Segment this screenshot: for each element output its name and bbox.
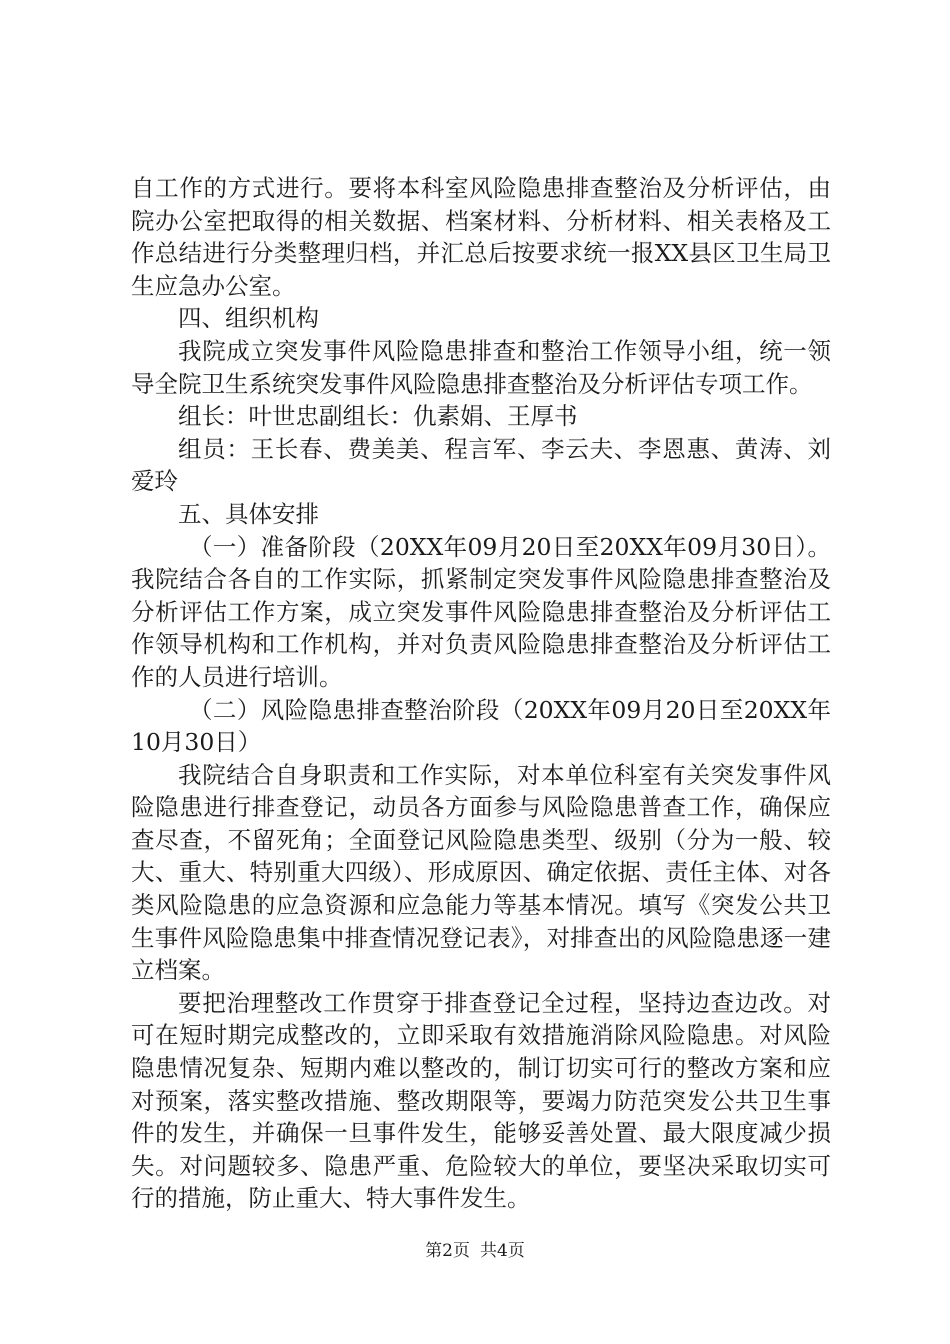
heading-arrangement: 五、具体安排 — [178, 499, 319, 528]
document-body — [131, 172, 831, 1215]
paragraph-leading-group: 我院成立突发事件风险隐患排查和整治工作领导小组，统一领导全院卫生系统突发事件风险隐患排查整治及分析评估专项工作。 — [131, 336, 831, 398]
paragraph-investigation: 我院结合自身职责和工作实际，对本单位科室有关突发事件风险隐患进行排查登记，动员各方面参与风险隐患普查工作，确保应查尽查，不留死角；全面登记风险隐患类型、级别（分为一般、较大、重大、特别重大四级）、形成原因、确定依据、责任主体、对各类风险隐患的应急资源和应急能力等基本情况。填写《突发公共卫生事件风险隐患集中排查情况登记表》，对排查出的风险隐患逐一建立档案。 — [131, 760, 831, 985]
paragraph-archive: 自工作的方式进行。要将本科室风险隐患排查整治及分析评估，由院办公室把取得的相关数据、档案材料、分析材料、相关表格及工作总结进行分类整理归档，并汇总后按要求统一报XX县区卫生局卫生应急办公室。 — [131, 174, 831, 300]
page-number: 第2页 — [425, 1241, 470, 1261]
paragraph-group-members: 组员：王长春、费美美、程言军、李云夫、李恩惠、黄涛、刘爱玲 — [131, 434, 831, 496]
heading-organization: 四、组织机构 — [178, 304, 319, 333]
paragraph-preparation-stage: （一）准备阶段（20XX年09月20日至20XX年09月30日）。我院结合各自的工作实际，抓紧制定突发事件风险隐患排查整治及分析评估工作方案，成立突发事件风险隐患排查整治及分析评估工作领导机构和工作机构，并对负责风险隐患排查整治及分析评估工作的人员进行培训。 — [131, 532, 831, 691]
paragraph-rectification-stage-title: （二）风险隐患排查整治阶段（20XX年09月20日至20XX年10月30日） — [131, 695, 831, 757]
paragraph-group-leaders: 组长：叶世忠副组长：仇素娟、王厚书 — [178, 402, 578, 431]
page-total: 共4页 — [480, 1241, 525, 1261]
paragraph-rectification: 要把治理整改工作贯穿于排查登记全过程，坚持边查边改。对可在短时期完成整改的，立即采取有效措施消除风险隐患。对风险隐患情况复杂、短期内难以整改的，制订切实可行的整改方案和应对预案，落实整改措施、整改期限等，要竭力防范突发公共卫生事件的发生，并确保一旦事件发生，能够妥善处置、最大限度减少损失。对问题较多、隐患严重、危险较大的单位，要坚决采取切实可行的措施，防止重大、特大事件发生。 — [131, 988, 831, 1213]
page-footer — [0, 1240, 950, 1262]
